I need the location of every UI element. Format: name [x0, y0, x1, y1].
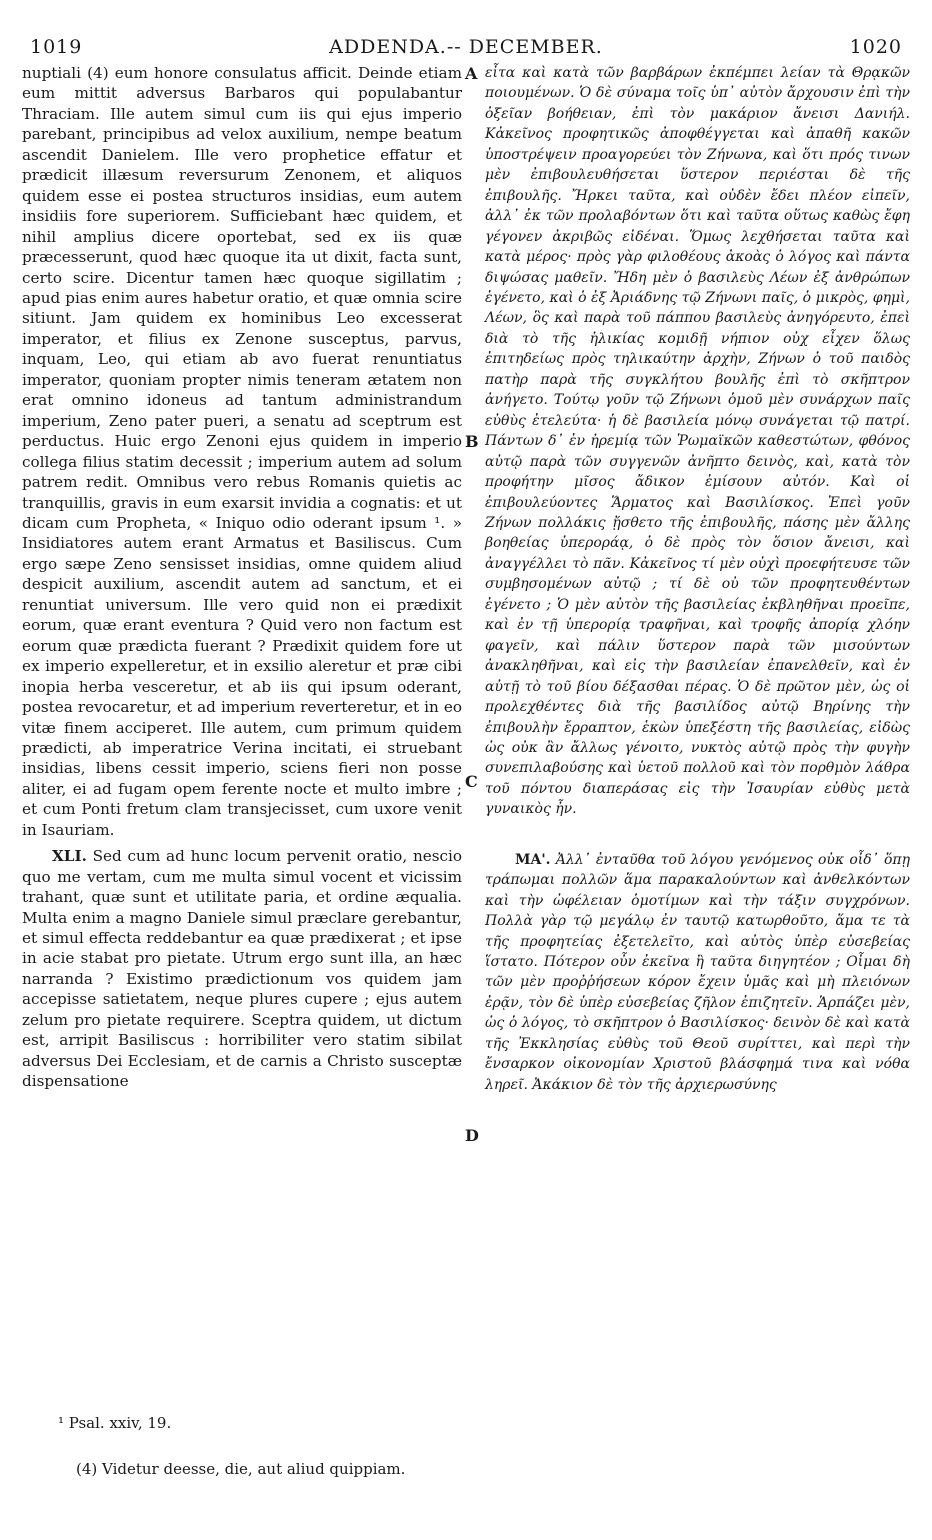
footnote-editorial: (4) Videtur deesse, die, aut aliud quippiam.	[76, 1460, 406, 1478]
page-number-left: 1019	[30, 36, 83, 58]
margin-letter-d: D	[465, 1126, 479, 1145]
latin-paragraph-2	[22, 846, 462, 1091]
latin-column	[22, 63, 462, 1092]
latin-paragraph-2-text: Sed cum ad hunc locum pervenit oratio, nescio quo me vertam, cum me multa simul vocent et vicissim trahant, quæ sunt et utilitate paria, et ordine æqualia. Multa enim a magno Daniele simul præclare gerebantur, et simul effecta reddebantur ea quæ prædixerat ; et ipse in acie stabat pro pietate. Utrum ergo sunt illa, an hæc narranda ? Existimo prædictionum vos quidem jam accepisse satietatem, neque plures cupere ; ejus autem zelum pro pietate requirere. Sceptra quidem, ut dictum est, arripit Basiliscus : horribiliter vero statim sibilat adversus Dei Ecclesiam, et de carnis a Christo susceptæ dispensatione	[22, 847, 463, 1091]
running-title: ADDENDA.-- DECEMBER.	[329, 36, 603, 58]
footnote-scripture: ¹ Psal. xxiv, 19.	[58, 1414, 172, 1432]
greek-column	[485, 63, 910, 1095]
margin-letter-a: A	[465, 64, 478, 83]
page-number-right: 1020	[849, 36, 902, 58]
margin-letter-b: B	[465, 432, 479, 451]
latin-paragraph-1: nuptiali (4) eum honore consulatus afficit. Deinde etiam eum mittit adversus Barbaros qui populabantur Thraciam. Ille autem simul cum iis qui ejus imperio parebant, principibus ad velox auxilium, nempe beatum ascendit Danielem. Ille vero prophetice effatur et prædicit illæsum reversurum Zenonem, et aliquos quidem esse ei postea structuros insidias, eum autem insidiis fore superiorem. Sufficiebant hæc quidem, et nihil amplius dicere oportebat, sed ex iis quæ præcesserunt, quod hæc quoque ita ut dixit, facta sunt, certo scire. Dicentur tamen hæc quoque sigillatim ; apud pias enim aures habetur oratio, et quæ omnia scire sitiunt. Jam quidem ex hominibus Leo excesserat imperator, et filius ex Zenone susceptus, parvus, inquam, Leo, qui etiam ab avo fuerat renuntiatus imperator, quoniam propter nimis teneram ætatem non erat omnino idoneus ad tantum administrandum imperium, Zeno pater pueri, a senatu ad sceptrum est perductus. Huic ergo Zenoni ejus quidem in imperio collega filius statim decessit ; imperium autem ad solum patrem redit. Omnibus vero rebus Romanis quietis ac tranquillis, gravis in eum exarsit invidia a cognatis: et ut dicam cum Propheta, « Iniquo odio oderant ipsum ¹. » Insidiatores autem erant Armatus et Basiliscus. Cum ergo sæpe Zeno sensisset insidias, omne quidem aliud despicit auxilium, ascendit autem ad sanctum, et ei renuntiat universum. Ille vero quid non ei prædixit eorum, quæ erant eventura ? Quid vero non factum est eorum quæ prædicta fuerant ? Prædixit quidem fore ut ex imperio expelleretur, et in exsilio aleretur et præ cibi inopia herba vesceretur, et ab iis qui ipsum oderant, postea revocaretur, et ad imperium reverteretur, et in eo vitæ finem acciperet. Ille autem, cum primum quidem prædicti, ab imperatrice Verina incitati, ei struebant insidias, libens cessit imperio, sciens fieri non posse aliter, ei ad fugam opem ferente nocte et multo imbre ; et cum Ponti fretum clam transjecisset, cum uxore venit in Isauriam.	[22, 64, 462, 839]
greek-paragraph-1: εἶτα καὶ κατὰ τῶν βαρβάρων ἐκπέμπει λείαν τὰ Θρᾳκῶν ποιουμένων. Ὁ δὲ σύναμα τοῖς ὑπ᾽ αὐτὸν ἄρχουσιν ἐπὶ τὴν ὀξεῖαν βοήθειαν, ἐπὶ τὸν μακάριον ἄνεισι Δανιήλ. Κἀκεῖνος προφητικῶς ἀποφθέγγεται καὶ ἀπαθῆ κακῶν ὑποστρέψειν προαγορεύει τὸν Ζήνωνα, καὶ ὅτι πρός τινων μὲν ἐπιβουλευθήσεται ὕστερον περιέσται δὲ τῆς ἐπιβουλῆς. Ἤρκει ταῦτα, καὶ οὐδὲν ἔδει πλέον εἰπεῖν, ἀλλ᾽ ἐκ τῶν προλαβόντων ὅτι καὶ ταῦτα οὕτως καθὼς ἔφη γέγονεν ἀκριβῶς εἰδέναι. Ὅμως λεχθήσεται ταῦτα καὶ κατὰ μέρος· πρὸς γὰρ φιλοθέους ἀκοὰς ὁ λόγος καὶ πάντα διψώσας μαθεῖν. Ἤδη μὲν ὁ βασιλεὺς Λέων ἐξ ἀνθρώπων ἐγένετο, καὶ ὁ ἐξ Ἀριάδνης τῷ Ζήνωνι παῖς, ὁ μικρὸς, φημὶ, Λέων, ὃς καὶ παρὰ τοῦ πάππου βασιλεὺς ἀνηγόρευτο, ἐπεὶ διὰ τὸ τῆς ἡλικίας κομιδῇ νήπιον οὐχ εἶχεν ὅλως ἐπιτηδείως πρὸς τηλικαύτην ἀρχὴν, Ζήνων ὁ τοῦ παιδὸς πατὴρ παρὰ τῆς συγκλήτου βουλῆς ἐπὶ τὸ σκῆπτρον ἀνήγετο. Τούτῳ γοῦν τῷ Ζήνωνι ὁμοῦ μὲν συνάρχων παῖς εὐθὺς ἐτελεύτα· ἡ δὲ βασιλεία μόνῳ συνάγεται τῷ πατρί. Πάντων δ᾽ ἐν ἠρεμίᾳ τῶν Ῥωμαϊκῶν καθεστώτων, φθόνος αὐτῷ παρὰ τῶν συγγενῶν ἀνῆπτο δεινὸς, καὶ, κατὰ τὸν προφήτην μῖσος ἄδικον ἐμίσουν αὐτόν. Καὶ οἱ ἐπιβουλεύοντες Ἅρματος καὶ Βασιλίσκος. Ἐπεὶ γοῦν Ζήνων πολλάκις ᾔσθετο τῆς ἐπιβουλῆς, πάσης μὲν ἄλλης βοηθείας ὑπεροράᾳ, ὁ δὲ πρὸς τὸν ὅσιον ἄνεισι, καὶ ἀναγγέλλει τὸ πᾶν. Κἀκεῖνος τί μὲν οὐχὶ προεφήτευσε τῶν συμβησομένων αὐτῷ ; τί δὲ οὐ τῶν προφητευθέντων ἐγένετο ; Ὁ μὲν αὐτὸν τῆς βασιλείας ἐκβληθῆναι προεῖπε, καὶ ἐν τῇ ὑπερορίᾳ τραφῆναι, καὶ τροφῆς ἀπορίᾳ χλόην φαγεῖν, καὶ πάλιν ὕστερον παρὰ τῶν μισούντων ἀνακληθῆναι, καὶ εἰς τὴν βασιλείαν ἐπανελθεῖν, καὶ ἐν αὐτῇ τὸ τοῦ βίου δέξασθαι πέρας. Ὁ δὲ πρῶτον μὲν, ὡς οἱ προλεχθέντες διὰ τῆς βασιλίδος αὐτῷ Βηρίνης τὴν ἐπιβουλὴν ἔρραπτον, ἑκὼν ὑπεξέστη τῆς βασιλείας, εἰδὼς ὡς οὐκ ἂν ἄλλως γένοιτο, νυκτὸς αὐτῷ πρὸς τὴν φυγὴν συνεπιλαβούσης καὶ ὑετοῦ πολλοῦ καὶ τὸν πορθμὸν λάθρα τοῦ πόντου διαπεράσας εἰς τὴν Ἰσαυρίαν εὐθὺς μετὰ γυναικὸς ἦν.	[485, 65, 910, 818]
latin-section-number: XLI.	[52, 847, 87, 866]
margin-letter-c: C	[465, 772, 478, 791]
greek-section-number: ΜΑ'.	[515, 851, 551, 868]
running-header	[30, 36, 902, 58]
greek-paragraph-2	[485, 850, 910, 1095]
greek-paragraph-2-text: Ἀλλ᾽ ἐνταῦθα τοῦ λόγου γενόμενος οὐκ οἶδ᾽ ὅπῃ τράπωμαι πολλῶν ἅμα παρακαλούντων καὶ ἀνθελκόντων καὶ τὴν ὠφέλειαν ὁμοτίμων καὶ τὴν τάξιν συγχρόνων. Πολλὰ γὰρ τῷ μεγάλῳ ἐν ταυτῷ κατωρθοῦτο, ἅμα τε τὰ τῆς προφητείας ἐξετελεῖτο, καὶ αὐτὸς ὑπὲρ εὐσεβείας ἵστατο. Πότερον οὖν ἐκεῖνα ἢ ταῦτα διηγητέον ; Οἶμαι δὴ τῶν μὲν προῤῥήσεων κόρον ἔχειν ὑμᾶς καὶ μὴ πλειόνων ἐρᾷν, τὸν δὲ ὑπὲρ εὐσεβείας ζῆλον ἐπιζητεῖν. Ἁρπάζει μὲν, ὡς ὁ λόγος, τὸ σκῆπτρον ὁ Βασιλίσκος· δεινὸν δὲ καὶ κατὰ τῆς Ἐκκλησίας εὐθὺς τοῦ Θεοῦ συρίττει, καὶ περὶ τὴν ἔνσαρκον οἰκονομίαν Χριστοῦ βλάσφημά τινα καὶ νόθα ληρεῖ. Ἀκάκιον δὲ τὸν τῆς ἀρχιερωσύνης	[485, 851, 910, 1093]
